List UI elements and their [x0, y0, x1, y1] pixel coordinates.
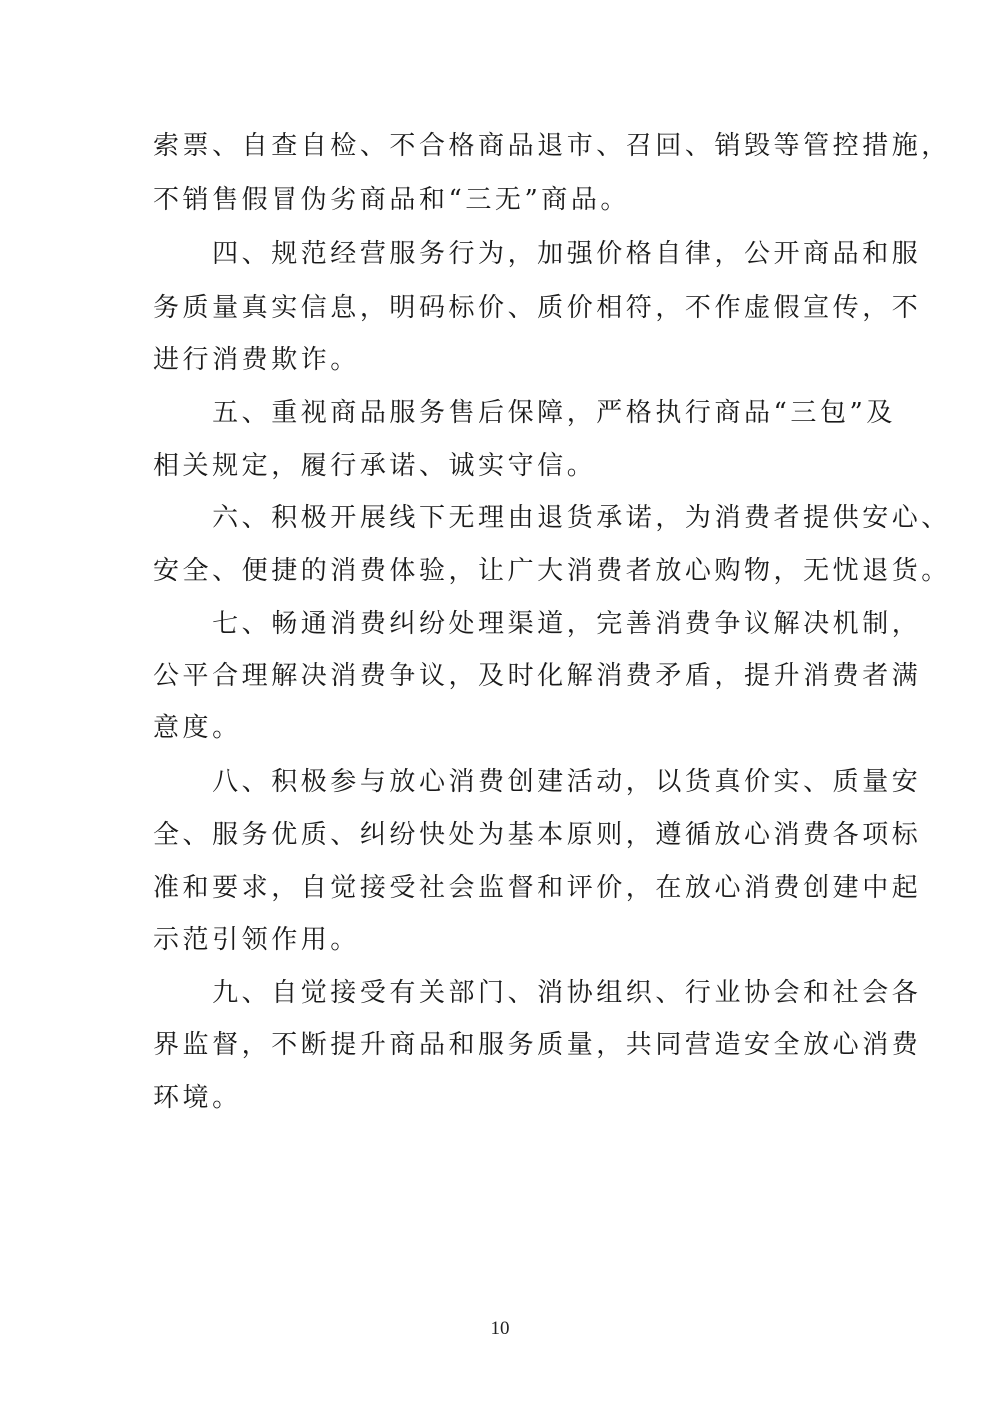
text-line: 相关规定，履行承诺、诚实守信。: [153, 451, 597, 481]
text-line: 示范引领作用。: [153, 925, 360, 955]
page-number: 10: [490, 1318, 510, 1339]
text-line: 全、服务优质、纠纷快处为基本原则，遵循放心消费各项标: [153, 820, 922, 850]
text-line: 四、规范经营服务行为，加强价格自律，公开商品和服: [153, 239, 922, 269]
text-line: 不销售假冒伪劣商品和“三无”商品。: [153, 185, 630, 215]
text-line: 务质量真实信息，明码标价、质价相符，不作虚假宣传，不: [153, 293, 922, 323]
text-line: 进行消费欺诈。: [153, 345, 360, 375]
text-line: 公平合理解决消费争议，及时化解消费矛盾，提升消费者满: [153, 661, 922, 691]
text-line: 索票、自查自检、不合格商品退市、召回、销毁等管控措施，: [153, 131, 951, 161]
text-line: 七、畅通消费纠纷处理渠道，完善消费争议解决机制，: [153, 609, 922, 639]
text-line: 准和要求，自觉接受社会监督和评价，在放心消费创建中起: [153, 873, 922, 903]
text-line: 界监督，不断提升商品和服务质量，共同营造安全放心消费: [153, 1030, 922, 1060]
text-line: 九、自觉接受有关部门、消协组织、行业协会和社会各: [153, 978, 922, 1008]
text-line: 五、重视商品服务售后保障，严格执行商品“三包”及: [153, 398, 896, 428]
text-line: 六、积极开展线下无理由退货承诺，为消费者提供安心、: [153, 503, 951, 533]
text-line: 环境。: [153, 1083, 242, 1113]
text-line: 安全、便捷的消费体验，让广大消费者放心购物，无忧退货。: [153, 556, 951, 586]
text-line: 意度。: [153, 713, 242, 743]
text-line: 八、积极参与放心消费创建活动，以货真价实、质量安: [153, 767, 922, 797]
